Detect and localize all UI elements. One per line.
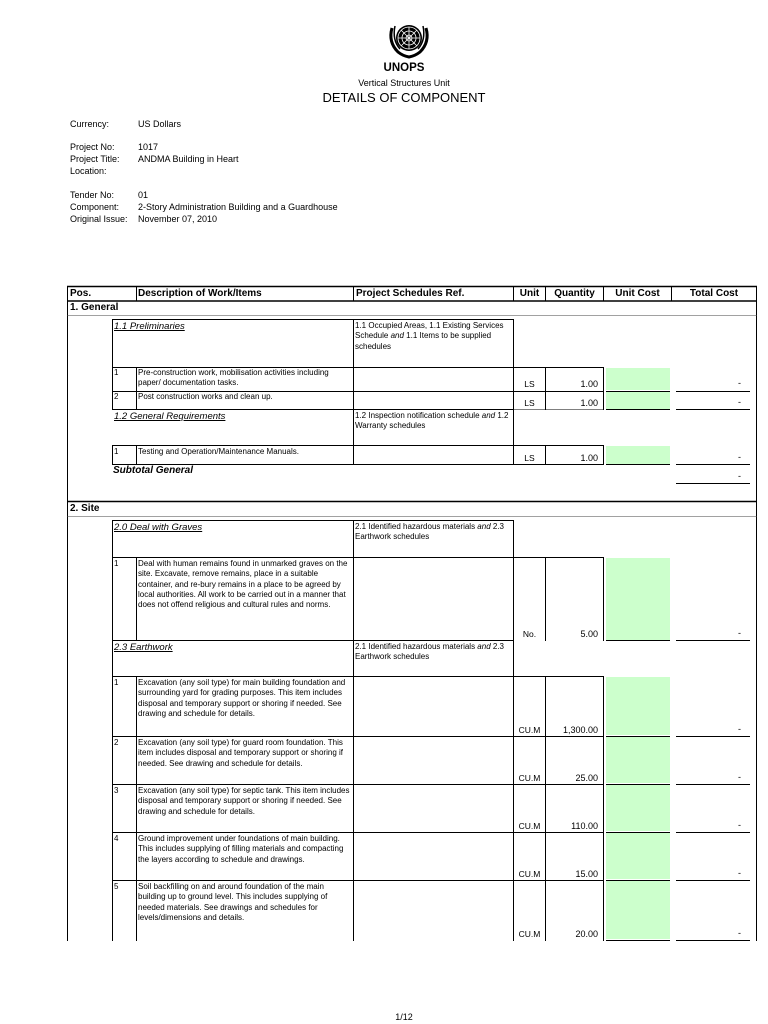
meta-value-tender-no: 01 [138, 190, 149, 200]
item-description: Testing and Operation/Maintenance Manuals. [138, 447, 299, 456]
item-unit: CU.M [518, 773, 541, 783]
item-total: - [738, 628, 741, 638]
item-quantity: 5.00 [580, 629, 598, 639]
meta-value-project-no: 1017 [138, 142, 159, 152]
document-title: DETAILS OF COMPONENT [322, 90, 486, 105]
item-unit: CU.M [518, 869, 541, 879]
meta-label-original-issue: Original Issue: [70, 214, 128, 224]
meta-label-tender-no: Tender No: [70, 190, 115, 200]
meta-value-component: 2-Story Administration Building and a Guardhouse [138, 202, 338, 212]
meta-label-project-title: Project Title: [70, 154, 120, 164]
item-description: Excavation (any soil type) for main building foundation and surrounding yard for grading purposes. This item includes disposal and temporary support or shoring if needed. See drawing and schedule for details. [138, 678, 346, 718]
item-unit: No. [522, 629, 537, 639]
group-heading: 2.3 Earthwork [114, 642, 173, 653]
item-quantity: 15.00 [575, 869, 598, 879]
item-total: - [738, 378, 741, 388]
subtotal-label: Subtotal General [113, 465, 194, 476]
item-pos: 4 [114, 834, 119, 843]
item-unit: LS [524, 398, 535, 408]
column-header-total-cost: Total Cost [689, 288, 739, 299]
item-total: - [738, 820, 741, 830]
item-unit: LS [524, 453, 535, 463]
column-header-schedules-ref: Project Schedules Ref. [356, 288, 465, 299]
meta-label-project-no: Project No: [70, 142, 115, 152]
meta-label-currency: Currency: [70, 119, 110, 129]
item-description: Excavation (any soil type) for guard room foundation. This item includes disposal and temporary support or shoring if needed. See drawing and schedule for details. [138, 738, 343, 768]
item-quantity: 1.00 [580, 453, 598, 463]
meta-label-component: Component: [70, 202, 120, 212]
item-description: Excavation (any soil type) for septic tank. This item includes disposal and temporary support or shoring if needed. See drawing and schedule for details. [138, 786, 350, 816]
item-unit: CU.M [518, 821, 541, 831]
item-description: Deal with human remains found in unmarked graves on the site. Excavate, remove remains, place in a suitable container, and re-bury remains in a place to be agreed by local authorities. All work to be carried out in a manner that does not offend religious and cultural rules and norms. [138, 559, 348, 610]
item-description: Pre-construction work, mobilisation activities including paper/ documentation tasks. [138, 368, 329, 388]
page-number: 1/12 [395, 1012, 413, 1022]
column-header-unit: Unit [519, 288, 540, 299]
item-quantity: 1.00 [580, 379, 598, 389]
section-title: 1. General [70, 302, 119, 313]
item-description: Ground improvement under foundations of main building. This includes supplying of filling materials and compacting the layers according to schedule and drawings. [138, 834, 344, 864]
column-header-pos: Pos. [70, 288, 92, 299]
item-total: - [738, 724, 741, 734]
group-heading: 1.1 Preliminaries [114, 321, 185, 332]
group-heading: 2.0 Deal with Graves [114, 522, 203, 533]
item-quantity: 20.00 [575, 929, 598, 939]
item-unit: CU.M [518, 725, 541, 735]
item-quantity: 1,300.00 [562, 725, 598, 735]
item-total: - [738, 868, 741, 878]
item-pos: 2 [114, 738, 119, 747]
unit-name: Vertical Structures Unit [358, 78, 450, 88]
item-quantity: 1.00 [580, 398, 598, 408]
item-total: - [738, 397, 741, 407]
item-pos: 1 [114, 678, 119, 687]
item-unit: CU.M [518, 929, 541, 939]
meta-label-location: Location: [70, 166, 107, 176]
column-header-unit-cost: Unit Cost [615, 288, 660, 299]
schedule-ref: 2.1 Identified hazardous materials and 2.3 Earthwork schedules [355, 642, 504, 662]
org-name: UNOPS [383, 62, 425, 74]
item-pos: 5 [114, 882, 119, 891]
item-pos: 1 [114, 559, 119, 568]
schedule-ref: 2.1 Identified hazardous materials and 2.3 Earthwork schedules [355, 522, 504, 542]
item-pos: 1 [114, 447, 119, 456]
schedule-ref: 1.1 Occupied Areas, 1.1 Existing Services Schedule and 1.1 Items to be supplied schedules [355, 321, 504, 351]
item-quantity: 25.00 [575, 773, 598, 783]
meta-value-original-issue: November 07, 2010 [138, 214, 218, 224]
item-quantity: 110.00 [571, 821, 598, 831]
item-description: Soil backfilling on and around foundation of the main building up to ground level. This includes supplying of needed materials. See drawings and schedules for levels/dimensions and details. [138, 882, 328, 922]
section-title: 2. Site [70, 503, 100, 514]
item-pos: 3 [114, 786, 119, 795]
item-total: - [738, 772, 741, 782]
meta-value-project-title: ANDMA Building in Heart [138, 154, 239, 164]
item-total: - [738, 452, 741, 462]
item-total: - [738, 928, 741, 938]
schedule-ref: 1.2 Inspection notification schedule and 1.2 Warranty schedules [355, 411, 509, 431]
subtotal-value: - [738, 471, 741, 481]
item-pos: 2 [114, 392, 119, 401]
group-heading: 1.2 General Requirements [114, 411, 226, 422]
column-header-description: Description of Work/Items [138, 288, 262, 299]
meta-value-currency: US Dollars [138, 119, 182, 129]
item-description: Post construction works and clean up. [138, 392, 273, 401]
column-header-quantity: Quantity [554, 288, 595, 299]
item-unit: LS [524, 379, 535, 389]
item-pos: 1 [114, 368, 119, 377]
